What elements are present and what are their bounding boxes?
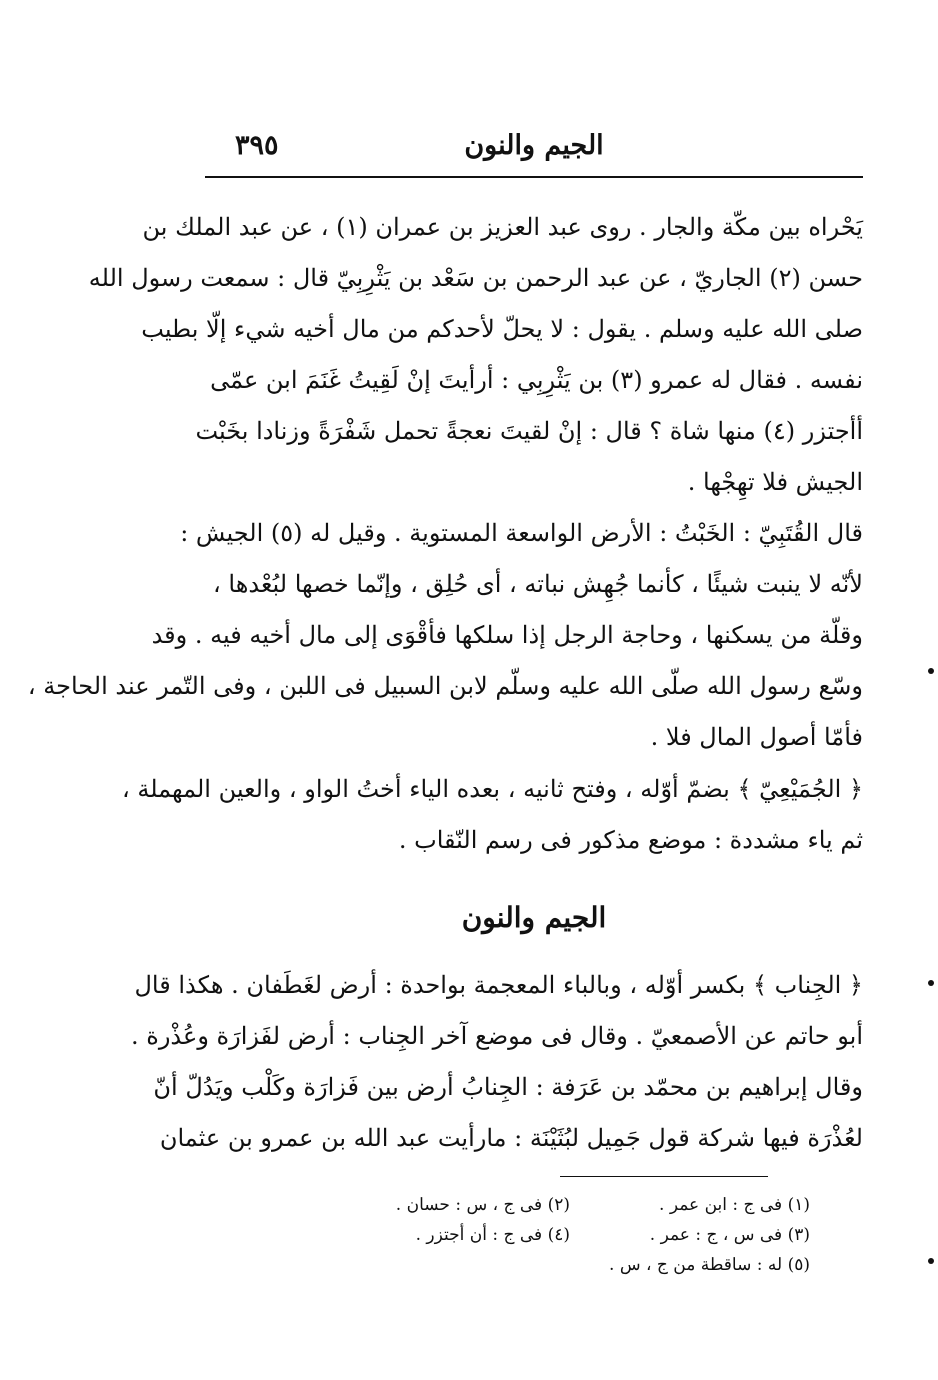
margin-mark: [928, 1258, 934, 1264]
text-line: ثم ياء مشددة : موضع مذكور فى رسم النّقاب .: [398, 826, 863, 854]
text-line: لأنّه لا ينبت شيئًا ، كأنما جُهِش نباته ، أى حُلِق ، وإنّما خصها لبُعْدها ،: [213, 570, 863, 598]
footnote: (٣) فى س ، ج : عمر .: [649, 1225, 810, 1245]
paragraph-qutabi-comment: [27, 508, 863, 763]
text-line: قال القُتَبِيّ : الخَبْتُ : الأرض الواسعة المستوية . وقيل له (٥) الجيش :: [180, 519, 863, 547]
margin-mark: [928, 668, 934, 674]
text-line: وقال إبراهيم بن محمّد بن عَرَفة : الجِنابُ أرض بين فَزارَة وكَلْب ويَدُلّ أنّ: [153, 1073, 863, 1101]
footnote-row: [330, 1190, 810, 1220]
page-header: [205, 118, 863, 170]
footnote: (١) فى ج : ابن عمر .: [659, 1195, 810, 1215]
text-line: الجيش فلا تهِجْها .: [687, 468, 863, 496]
text-line: أبو حاتم عن الأصمعيّ . وقال فى موضع آخر الجِناب : أرض لفَزارَة وعُذْرة .: [130, 1022, 863, 1050]
footnote: (٥) له : ساقطة من ج ، س .: [609, 1255, 810, 1275]
entry-jumayi: [121, 764, 863, 866]
text-line: نفسه . فقال له عمرو (٣) بن يَثْرِبِي : أرأيتَ إنْ لَقِيتُ غَنَمَ ابن عمّى: [210, 366, 863, 394]
text-line: صلى الله عليه وسلم . يقول : لا يحلّ لأحدكم من مال أخيه شيء إلّا بطيب: [141, 315, 863, 343]
text-line: أأجتزر (٤) منها شاة ؟ قال : إنْ لقيتَ نعجةً تحمل شَفْرَةً وزنادا بخَبْت: [195, 417, 863, 445]
section-heading: الجيم والنون: [461, 901, 607, 934]
text-line: فأمّا أصول المال فلا .: [650, 723, 863, 751]
text-line: ﴿ الجِناب ﴾ بكسر أوّله ، وبالباء المعجمة بواحدة : أرض لغَطَفان . هكذا قال: [134, 971, 863, 999]
header-rule: [205, 176, 863, 178]
text-line: لعُذْرَة فيها شركة قول جَمِيل لبُثَيْنَة : مارأيت عبد الله بن عمرو بن عثمان: [159, 1124, 863, 1152]
text-line: يَحْراه بين مكّة والجار . روى عبد العزيز بن عمران (١) ، عن عبد الملك بن: [142, 213, 863, 241]
margin-mark: [928, 980, 934, 986]
text-line: وقلّة من يسكنها ، وحاجة الرجل إذا سلكها فأقْوَى إلى مال أخيه فيه . وقد: [151, 621, 863, 649]
page-number: ٣٩٥: [235, 130, 279, 161]
running-title: الجيم والنون: [464, 130, 604, 161]
text-line: حسن (٢) الجاريّ ، عن عبد الرحمن بن سَعْد بن يَثْرِبِيّ قال : سمعت رسول الله: [88, 264, 863, 292]
footnote-rule: [560, 1176, 768, 1177]
footnote-row: [330, 1220, 810, 1250]
footnote: (٢) فى ج ، س : حسان .: [395, 1195, 570, 1215]
text-line: وسّع رسول الله صلّى الله عليه وسلّم لابن السبيل فى اللبن ، وفى التّمر عند الحاجة ،: [27, 672, 863, 700]
footnote: [330, 1250, 570, 1280]
footnote: (٤) فى ج : أن أجتزر .: [415, 1225, 570, 1245]
footnote-row: [330, 1250, 810, 1280]
entry-jinab: [130, 960, 863, 1164]
footnotes: [330, 1190, 810, 1280]
text-line: ﴿ الجُمَيْعِيّ ﴾ بضمّ أوّله ، وفتح ثانيه ، بعده الياء أختُ الواو ، والعين المهملة ،: [121, 775, 863, 803]
paragraph-jaish-hadith: [88, 202, 863, 508]
